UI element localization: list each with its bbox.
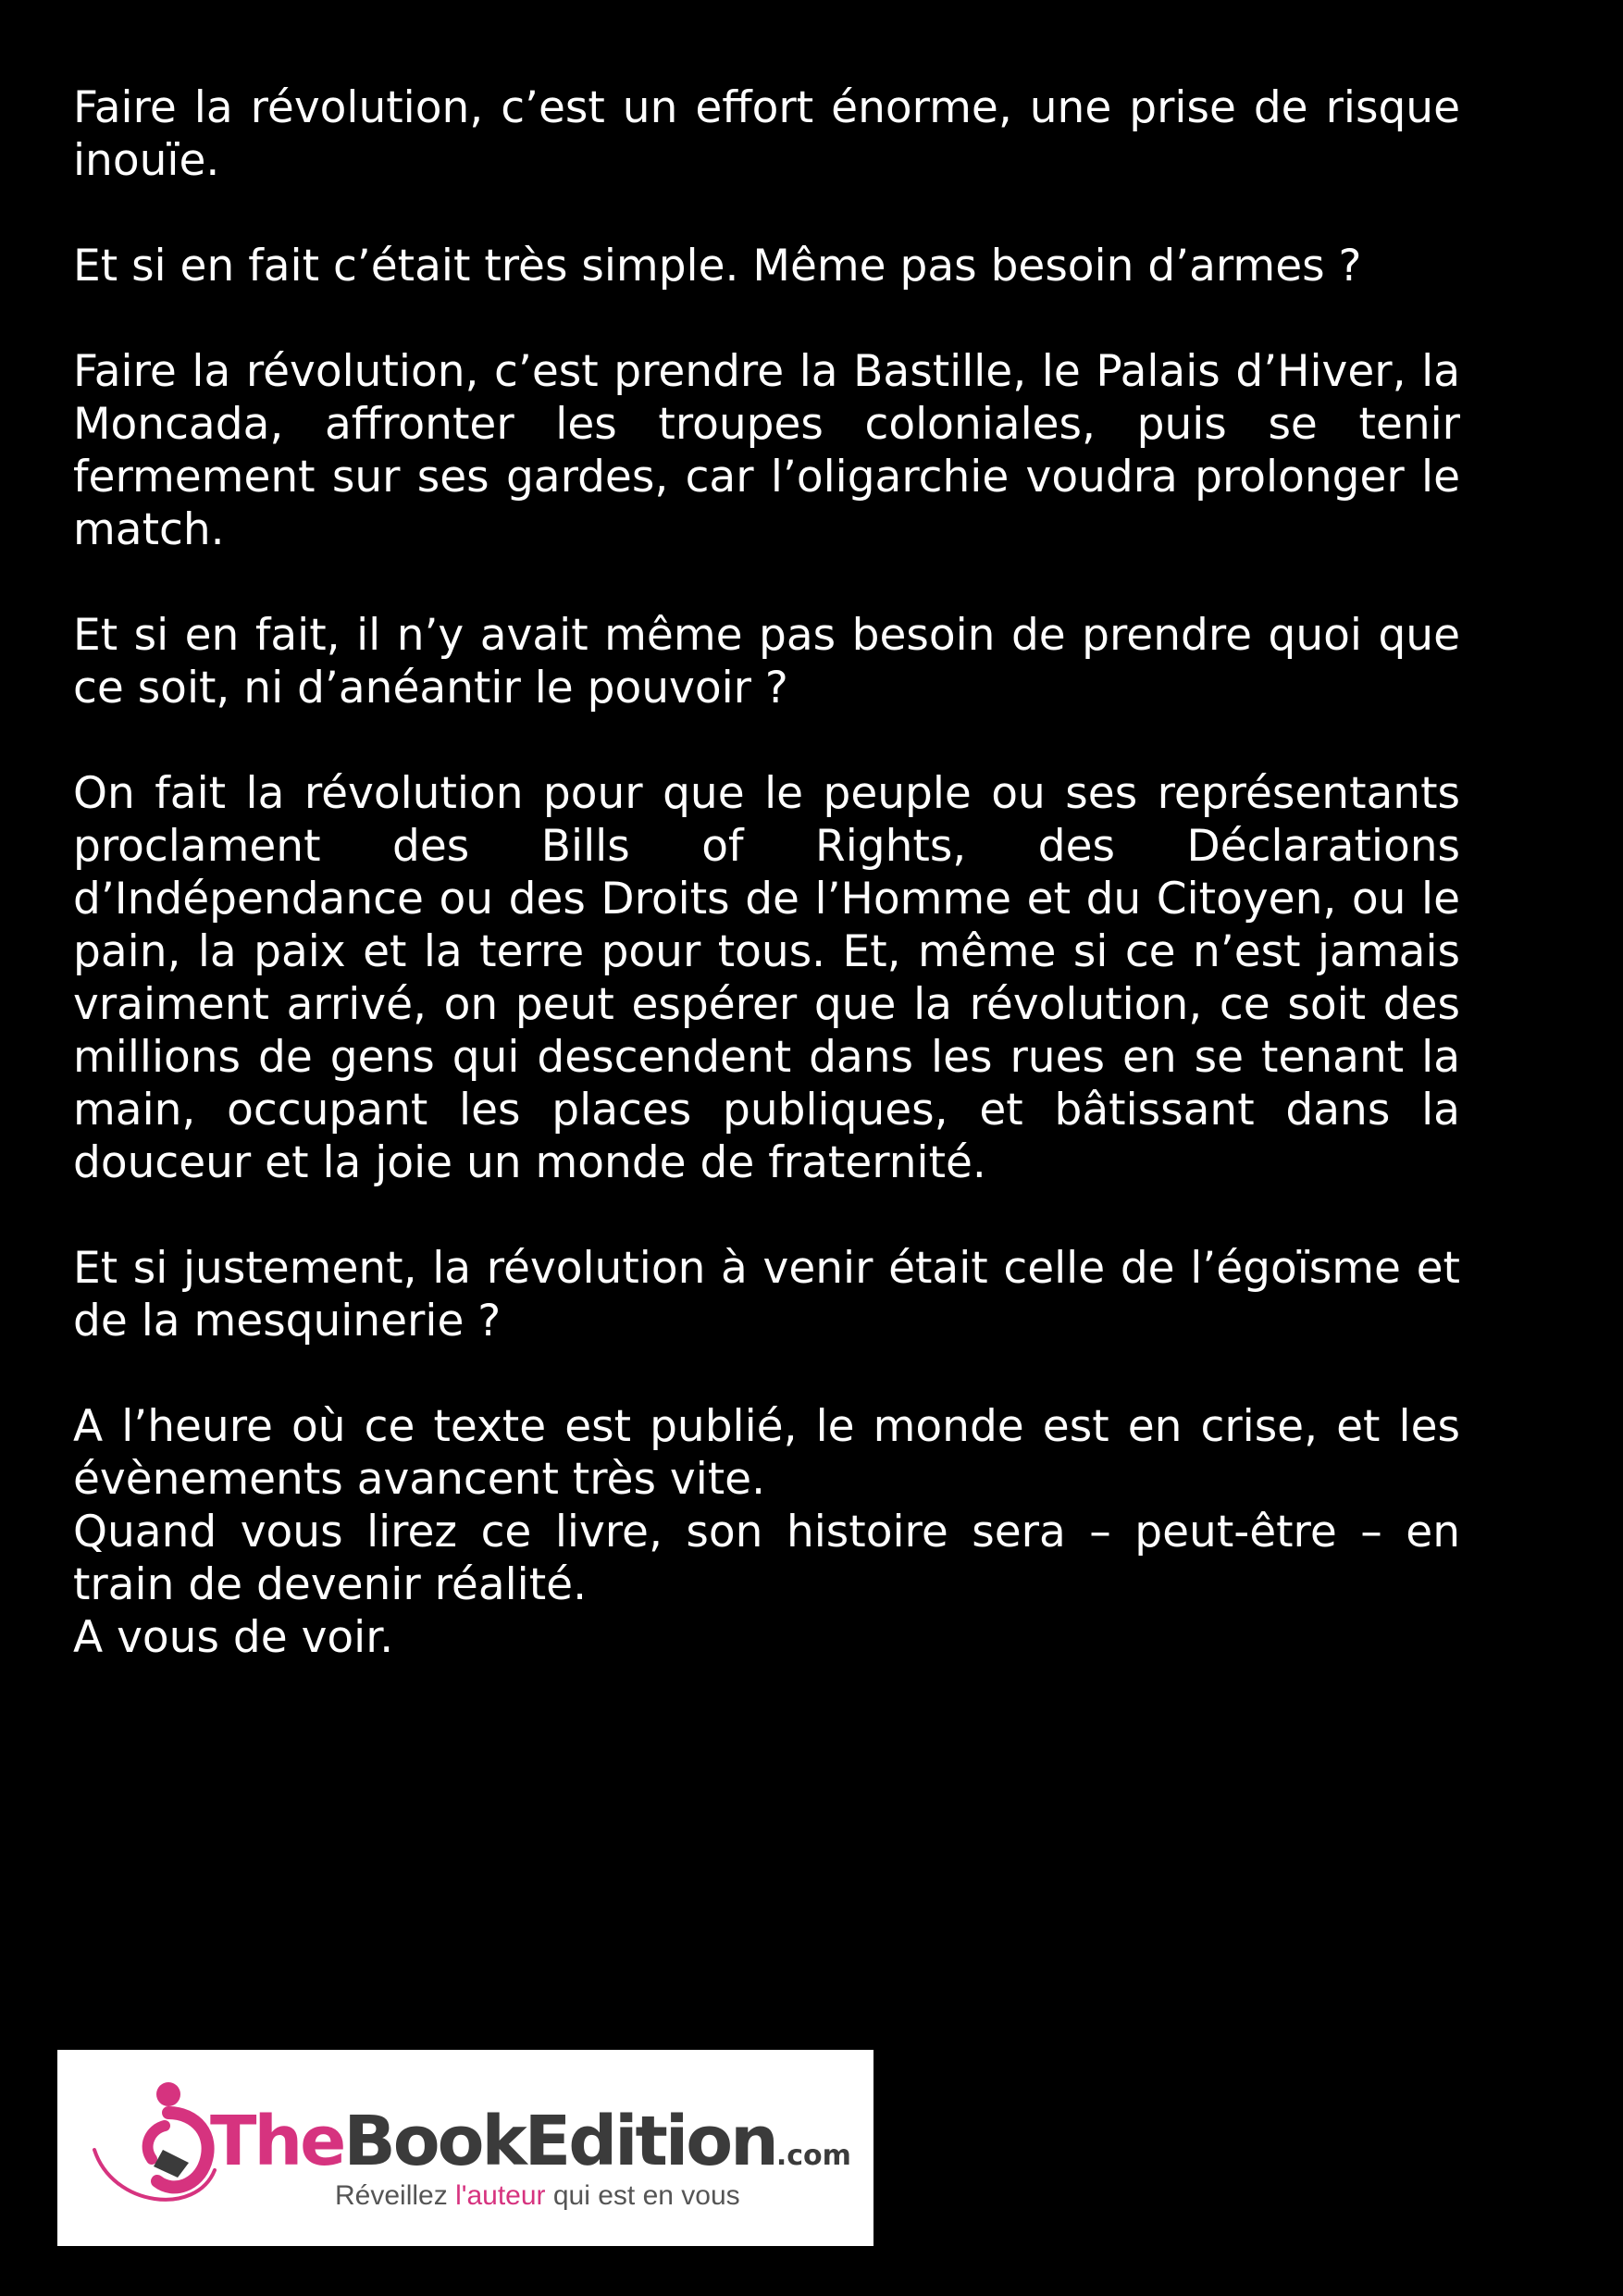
paragraph-2: Et si en fait c’était très simple. Même pas besoin d’armes ?	[73, 241, 1362, 292]
brand-word-the: The	[210, 2102, 344, 2181]
back-cover-text	[73, 81, 1460, 1664]
paragraph-4: Et si en fait, il n’y avait même pas besoin de prendre quoi que ce soit, ni d’anéantir le pouvoir ?	[73, 610, 1460, 714]
tagline-end: qui est en vous	[545, 2180, 740, 2211]
paragraph-3: Faire la révolution, c’est prendre la Bastille, le Palais d’Hiver, la Moncada, affronter les troupes coloniales, puis se tenir fermement sur ses gardes, car l’oligarchie voudra prolonger le match.	[73, 346, 1460, 555]
brand-wordmark	[210, 2102, 851, 2191]
paragraph-5: On fait la révolution pour que le peuple ou ses représentants proclament des Bills of Rights, des Déclarations d’Indépendance ou des Droits de l’Homme et du Citoyen, ou le pain, la paix et la terre pour tous. Et, même si ce n’est jamais vraiment arrivé, on peut espérer que la révolution, ce soit des millions de gens qui descendent dans les rues en se tenant la main, occupant les places publiques, et bâtissant dans la douceur et la joie un monde de fraternité.	[73, 768, 1460, 1188]
tagline-highlight: l'auteur	[455, 2180, 546, 2211]
paragraph-7: A l’heure où ce texte est publié, le monde est en crise, et les évènements avancent très vite.	[73, 1401, 1460, 1505]
tagline-start: Réveillez	[335, 2180, 456, 2211]
brand-tagline	[335, 2182, 740, 2210]
paragraph-6: Et si justement, la révolution à venir était celle de l’égoïsme et de la mesquinerie ?	[73, 1243, 1460, 1347]
brand-word-com: .com	[775, 2140, 851, 2172]
paragraph-1: Faire la révolution, c’est un effort énorme, une prise de risque inouïe.	[73, 82, 1460, 186]
paragraph-9: A vous de voir.	[73, 1612, 394, 1663]
brand-word-book-edition: BookEdition	[343, 2102, 776, 2181]
paragraph-8: Quand vous lirez ce livre, son histoire sera – peut-être – en train de devenir réalité.	[73, 1507, 1460, 1610]
publisher-logo	[57, 2050, 873, 2246]
